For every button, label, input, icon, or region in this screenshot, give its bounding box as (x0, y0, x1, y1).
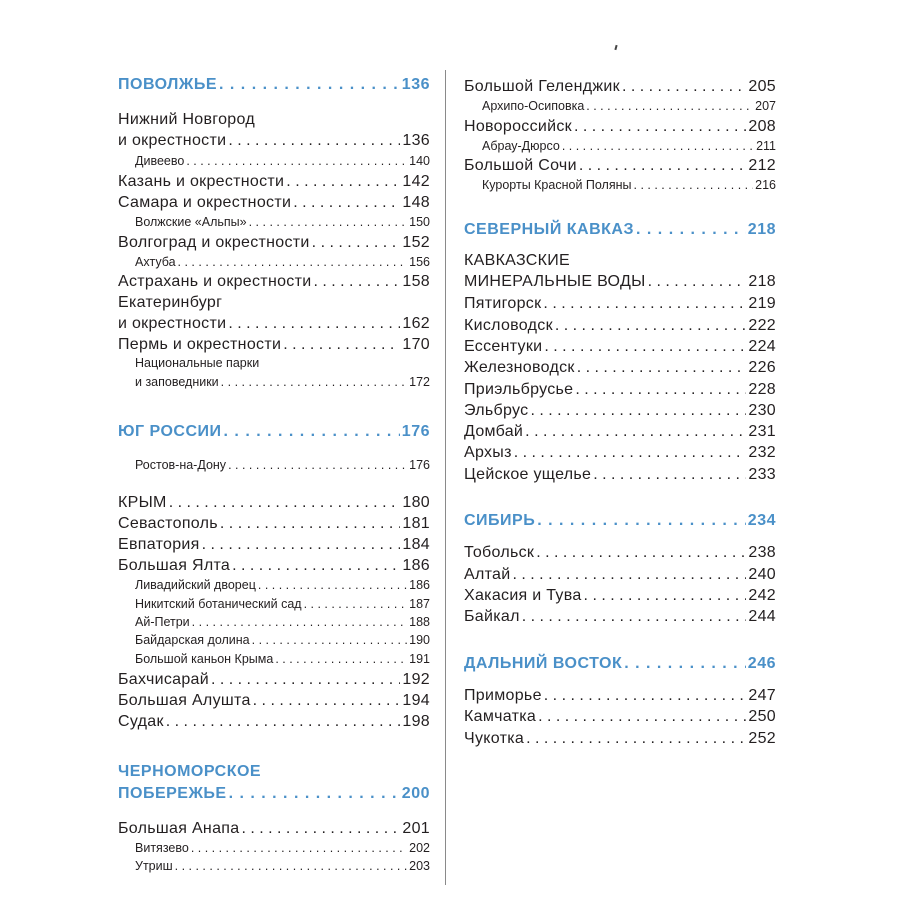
toc-subentry[interactable] (135, 458, 430, 472)
entry-title: Пятигорск (464, 295, 542, 312)
entry-page: 156 (409, 255, 430, 269)
toc-entry[interactable] (118, 273, 430, 291)
toc-section-heading-line1: ЧЕРНОМОРСКОЕ (118, 763, 262, 780)
entry-title: ПОВОЛЖЬЕ (118, 76, 218, 93)
toc-entry[interactable] (464, 708, 776, 726)
entry-title: Камчатка (464, 708, 537, 725)
toc-section-heading[interactable] (118, 423, 430, 441)
entry-title: СИБИРЬ (464, 512, 536, 529)
toc-subentry[interactable] (135, 215, 430, 229)
dot-leader (584, 587, 747, 605)
entry-page: 180 (402, 494, 430, 511)
dot-leader (513, 566, 747, 584)
dot-leader (526, 730, 746, 748)
entry-title: МИНЕРАЛЬНЫЕ ВОДЫ (464, 273, 646, 290)
toc-entry[interactable] (464, 402, 776, 420)
entry-page: 246 (747, 655, 776, 672)
entry-title: Большая Ялта (118, 557, 231, 574)
dot-leader (537, 512, 746, 530)
entry-title: Волгоград и окрестности (118, 234, 310, 251)
toc-subentry[interactable] (135, 375, 430, 389)
dot-leader (525, 423, 746, 441)
entry-title: Большой Геленджик (464, 78, 620, 95)
dot-leader (191, 841, 407, 855)
entry-page: 203 (409, 859, 430, 873)
toc-subentry[interactable] (135, 841, 430, 855)
toc-subentry[interactable] (482, 178, 776, 192)
entry-title: и окрестности (118, 315, 227, 332)
entry-page: 186 (402, 557, 430, 574)
entry-page: 136 (401, 76, 430, 93)
entry-title: Абрау-Дюрсо (482, 139, 560, 153)
dot-leader (593, 466, 746, 484)
entry-title: Большая Анапа (118, 820, 240, 837)
dot-leader (221, 375, 407, 389)
dot-leader (258, 578, 407, 592)
entry-title: Архипо-Осиповка (482, 99, 585, 113)
dot-leader (544, 338, 746, 356)
entry-page: 136 (402, 132, 430, 149)
dot-leader (555, 317, 747, 335)
entry-page: 219 (748, 295, 776, 312)
dot-leader (186, 154, 407, 168)
entry-page: 234 (747, 512, 776, 529)
dot-leader (224, 423, 400, 441)
dot-leader (178, 255, 408, 269)
entry-page: 201 (402, 820, 430, 837)
dot-leader (293, 194, 400, 212)
dot-leader (175, 859, 408, 873)
toc-entry[interactable] (118, 713, 430, 731)
entry-title: Архыз (464, 444, 512, 461)
entry-page: 218 (748, 273, 776, 290)
dot-leader (232, 557, 400, 575)
toc-entry[interactable] (464, 687, 776, 705)
toc-section-heading[interactable] (464, 655, 776, 673)
toc-subentry[interactable] (135, 633, 430, 647)
entry-page: 226 (748, 359, 776, 376)
entry-title: и заповедники (135, 375, 219, 389)
dot-leader (166, 713, 401, 731)
toc-entry[interactable] (118, 494, 430, 512)
toc-entry[interactable] (464, 359, 776, 377)
entry-title: Пермь и окрестности (118, 336, 282, 353)
entry-page: 181 (402, 515, 430, 532)
toc-subentry-line1: Национальные парки (135, 356, 260, 370)
entry-page: 233 (748, 466, 776, 483)
toc-subentry[interactable] (135, 597, 430, 611)
dot-leader (229, 785, 400, 803)
entry-page: 172 (409, 375, 430, 389)
entry-title: Алтай (464, 566, 511, 583)
dot-leader (622, 78, 746, 96)
toc-entry[interactable] (464, 423, 776, 441)
entry-page: 212 (748, 157, 776, 174)
entry-page: 200 (401, 785, 430, 802)
entry-title: ЮГ РОССИИ (118, 423, 222, 440)
dot-leader (220, 515, 400, 533)
dot-leader (169, 494, 401, 512)
entry-page: 207 (755, 99, 776, 113)
dot-leader (536, 544, 746, 562)
toc-section-heading[interactable] (464, 221, 776, 239)
entry-title: Севастополь (118, 515, 218, 532)
dot-leader (241, 820, 400, 838)
entry-title: Хакасия и Тува (464, 587, 582, 604)
dot-leader (202, 536, 401, 554)
toc-entry[interactable] (118, 173, 430, 191)
entry-page: 250 (748, 708, 776, 725)
entry-page: 230 (748, 402, 776, 419)
toc-entry[interactable] (118, 336, 430, 354)
toc-entry[interactable] (464, 295, 776, 313)
toc-entry[interactable] (464, 381, 776, 399)
entry-title: Большой Сочи (464, 157, 577, 174)
entry-page: 244 (748, 608, 776, 625)
dot-leader (219, 76, 400, 94)
entry-page: 184 (402, 536, 430, 553)
entry-title: Астрахань и окрестности (118, 273, 312, 290)
entry-page: 142 (402, 173, 430, 190)
entry-page: 162 (402, 315, 430, 332)
entry-page: 191 (409, 652, 430, 666)
entry-page: 188 (409, 615, 430, 629)
dot-leader (211, 671, 400, 689)
dot-leader (648, 273, 747, 291)
entry-title: Самара и окрестности (118, 194, 292, 211)
entry-title: Домбай (464, 423, 524, 440)
entry-title: Большая Алушта (118, 692, 251, 709)
entry-title: Витязево (135, 841, 189, 855)
dot-leader (253, 692, 401, 710)
entry-title: Казань и окрестности (118, 173, 285, 190)
dot-leader (530, 402, 746, 420)
toc-entry[interactable] (464, 317, 776, 335)
entry-title: Евпатория (118, 536, 200, 553)
entry-title: и окрестности (118, 132, 227, 149)
entry-page: 222 (748, 317, 776, 334)
entry-page: 240 (748, 566, 776, 583)
entry-page: 205 (748, 78, 776, 95)
toc-subentry[interactable] (135, 255, 430, 269)
entry-title: СЕВЕРНЫЙ КАВКАЗ (464, 221, 635, 238)
toc-entry[interactable] (464, 730, 776, 748)
toc-section-heading[interactable] (118, 785, 430, 803)
dot-leader (249, 215, 408, 229)
entry-title: Железноводск (464, 359, 575, 376)
toc-entry[interactable] (464, 544, 776, 562)
entry-page: 176 (409, 458, 430, 472)
dot-leader (286, 173, 400, 191)
toc-entry[interactable] (464, 338, 776, 356)
entry-title: Байдарская долина (135, 633, 250, 647)
entry-title: Никитский ботанический сад (135, 597, 302, 611)
entry-title: ПОБЕРЕЖЬЕ (118, 785, 227, 802)
entry-title: Кисловодск (464, 317, 553, 334)
dot-leader (312, 234, 401, 252)
dot-leader (252, 633, 408, 647)
toc-section-heading[interactable] (464, 512, 776, 530)
entry-title: Дивеево (135, 154, 185, 168)
entry-page: 148 (402, 194, 430, 211)
entry-title: Большой каньон Крыма (135, 652, 274, 666)
entry-page: 198 (402, 713, 430, 730)
toc-subentry[interactable] (482, 139, 776, 153)
entry-title: Тобольск (464, 544, 535, 561)
entry-title: Волжские «Альпы» (135, 215, 247, 229)
entry-title: Бахчисарай (118, 671, 209, 688)
entry-page: 194 (402, 692, 430, 709)
entry-page: 247 (748, 687, 776, 704)
dot-leader (514, 444, 747, 462)
entry-page: 176 (401, 423, 430, 440)
entry-page: 218 (747, 221, 776, 238)
toc-entry[interactable] (464, 273, 776, 291)
entry-title: Утриш (135, 859, 173, 873)
toc-entry[interactable] (118, 557, 430, 575)
dot-leader (574, 118, 746, 136)
toc-entry[interactable] (118, 194, 430, 212)
dot-leader (544, 687, 747, 705)
dot-leader (228, 315, 400, 333)
entry-title: Ессентуки (464, 338, 543, 355)
entry-page: 140 (409, 154, 430, 168)
dot-leader (579, 157, 747, 175)
toc-entry[interactable] (118, 536, 430, 554)
toc-entry-line1: Нижний Новгород (118, 111, 255, 128)
entry-page: 202 (409, 841, 430, 855)
toc-entry[interactable] (464, 78, 776, 96)
entry-title: КРЫМ (118, 494, 167, 511)
column-divider (445, 70, 446, 885)
dot-leader (283, 336, 400, 354)
toc-subentry[interactable] (135, 154, 430, 168)
toc-entry[interactable] (118, 132, 430, 150)
dot-leader (522, 608, 747, 626)
entry-page: 224 (748, 338, 776, 355)
toc-entry[interactable] (118, 315, 430, 333)
dot-leader (636, 221, 746, 239)
entry-page: 152 (402, 234, 430, 251)
toc-subentry[interactable] (135, 859, 430, 873)
entry-title: Ахтуба (135, 255, 176, 269)
toc-entry[interactable] (464, 566, 776, 584)
entry-title: Новороссийск (464, 118, 572, 135)
entry-title: Судак (118, 713, 164, 730)
entry-title: Курорты Красной Поляны (482, 178, 632, 192)
entry-title: Цейское ущелье (464, 466, 592, 483)
dot-leader (538, 708, 746, 726)
dot-leader (624, 655, 746, 673)
entry-page: 242 (748, 587, 776, 604)
toc-entry[interactable] (118, 515, 430, 533)
toc-entry[interactable] (464, 466, 776, 484)
entry-page: 228 (748, 381, 776, 398)
toc-entry[interactable] (118, 671, 430, 689)
dot-leader (575, 381, 746, 399)
entry-page: 192 (402, 671, 430, 688)
entry-page: 232 (748, 444, 776, 461)
entry-title: ДАЛЬНИЙ ВОСТОК (464, 655, 623, 672)
toc-subentry[interactable] (135, 578, 430, 592)
entry-page: 170 (402, 336, 430, 353)
entry-title: Приморье (464, 687, 542, 704)
toc-entry[interactable] (464, 444, 776, 462)
entry-title: Байкал (464, 608, 520, 625)
toc-entry[interactable] (464, 587, 776, 605)
toc-entry[interactable] (118, 820, 430, 838)
entry-page: 231 (748, 423, 776, 440)
dot-leader (228, 458, 407, 472)
toc-entry-line1: КАВКАЗСКИЕ (464, 252, 571, 269)
dot-leader (586, 99, 753, 113)
entry-page: 187 (409, 597, 430, 611)
entry-page: 186 (409, 578, 430, 592)
dot-leader (313, 273, 400, 291)
entry-page: 238 (748, 544, 776, 561)
dot-leader (543, 295, 746, 313)
toc-entry[interactable] (118, 692, 430, 710)
toc-entry[interactable] (464, 157, 776, 175)
toc-subentry[interactable] (135, 652, 430, 666)
toc-entry[interactable] (118, 234, 430, 252)
dot-leader (275, 652, 407, 666)
entry-title: Ливадийский дворец (135, 578, 256, 592)
entry-page: 216 (755, 178, 776, 192)
entry-title: Ростов-на-Дону (135, 458, 227, 472)
entry-page: 211 (756, 139, 776, 153)
dot-leader (562, 139, 754, 153)
entry-title: Ай-Петри (135, 615, 190, 629)
entry-page: 208 (748, 118, 776, 135)
entry-title: Приэльбрусье (464, 381, 574, 398)
toc-entry[interactable] (464, 118, 776, 136)
entry-page: 150 (409, 215, 430, 229)
dot-leader (192, 615, 407, 629)
toc-entry-line1: Екатеринбург (118, 294, 223, 311)
toc-subentry[interactable] (135, 615, 430, 629)
dot-leader (634, 178, 754, 192)
entry-page: 158 (402, 273, 430, 290)
dot-leader (577, 359, 747, 377)
entry-title: Эльбрус (464, 402, 529, 419)
entry-title: Чукотка (464, 730, 525, 747)
toc-subentry[interactable] (482, 99, 776, 113)
toc-entry[interactable] (464, 608, 776, 626)
dot-leader (304, 597, 408, 611)
dot-leader (228, 132, 400, 150)
entry-page: 190 (409, 633, 430, 647)
toc-section-heading[interactable] (118, 76, 430, 94)
entry-page: 252 (748, 730, 776, 747)
print-speck (614, 45, 617, 50)
